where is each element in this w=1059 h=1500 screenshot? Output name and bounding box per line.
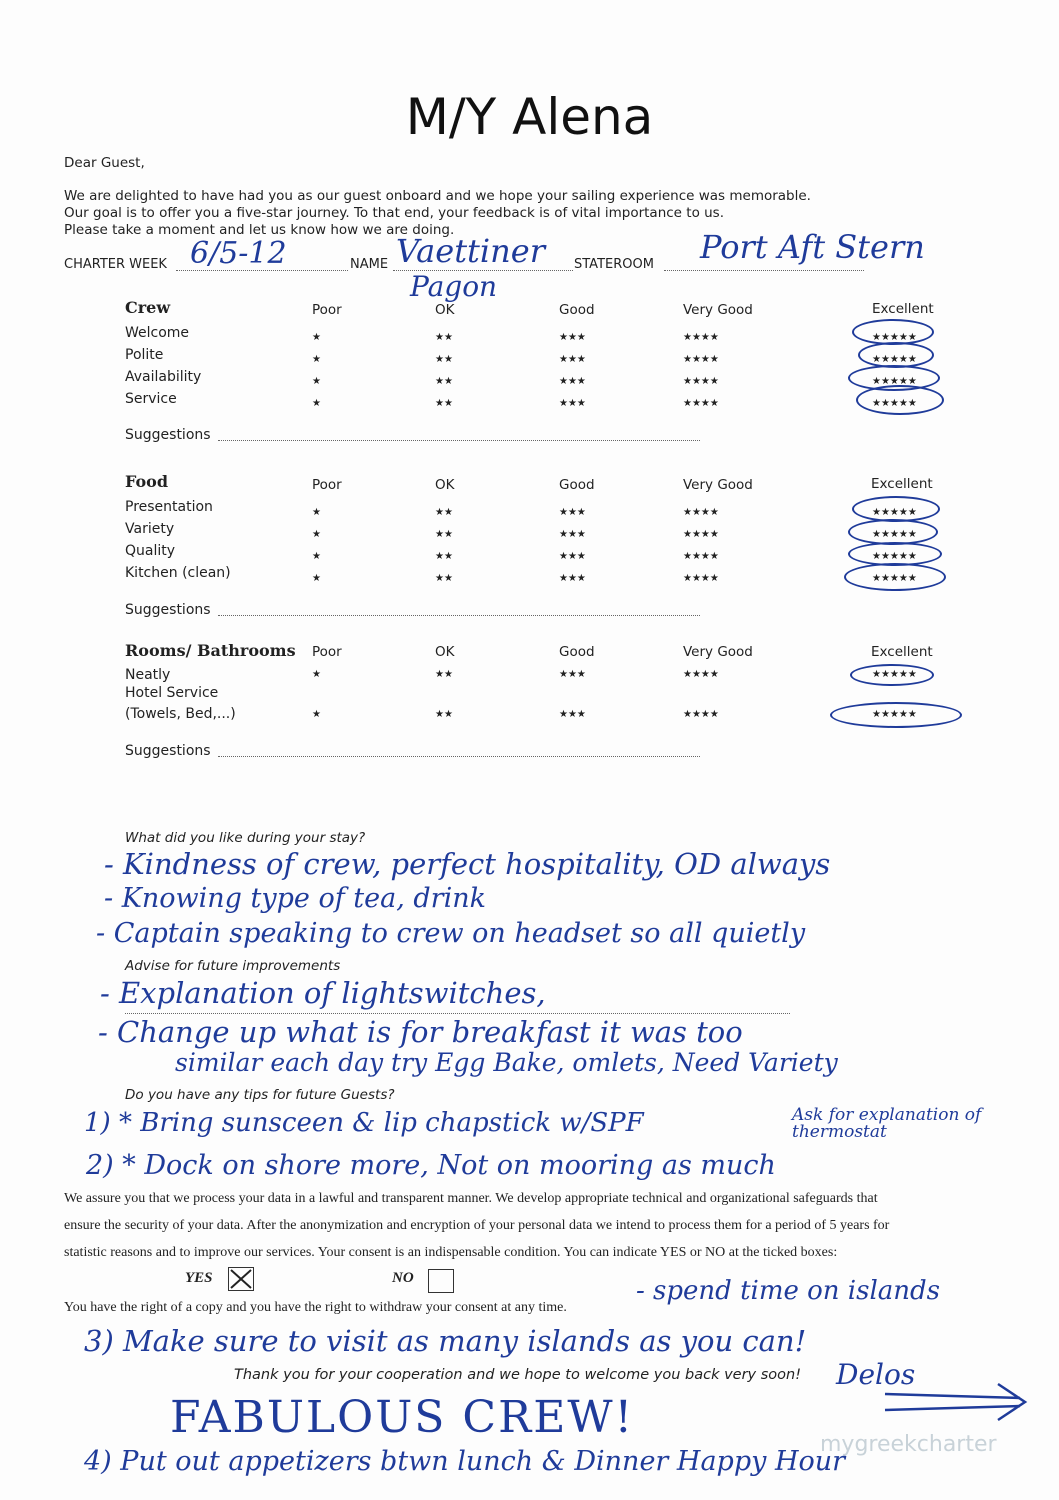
stars-ok-column[interactable]: ★★ ★★ ★★ ★★ xyxy=(435,507,453,584)
suggestions-line[interactable] xyxy=(218,756,700,757)
stars-excellent-column[interactable]: ★★★★★ ★★★★★ ★★★★★ ★★★★★ xyxy=(872,332,917,409)
consent-yes-label: YES xyxy=(185,1270,213,1286)
stars-ok-column[interactable]: ★★ ★★ ★★ ★★ xyxy=(435,332,453,409)
row-label: Hotel Service xyxy=(125,685,219,701)
intro-line-1: We are delighted to have had you as our guest onboard and we hope your sailing experience was memorable. xyxy=(64,188,811,204)
col-very-good: Very Good xyxy=(683,302,753,318)
section-title-rooms: Rooms/ Bathrooms xyxy=(125,641,296,660)
stateroom-value[interactable]: Port Aft Stern xyxy=(700,228,925,266)
question-advise: Advise for future improvements xyxy=(125,958,341,974)
legal-line-2: ensure the security of your data. After the anonymization and encryption of your personal data we intend to process them for a period of 5 years for xyxy=(64,1218,890,1233)
handwriting-liked-2: - Knowing type of tea, drink xyxy=(104,883,486,914)
intro-line-3: Please take a moment and let us know how we are doing. xyxy=(64,222,455,238)
handwriting-advise-1: - Explanation of lightswitches, xyxy=(100,976,546,1010)
question-tips: Do you have any tips for future Guests? xyxy=(125,1087,395,1103)
advise-line xyxy=(125,1013,790,1014)
star-rating[interactable]: ★★★★ xyxy=(683,709,719,720)
section-title-food: Food xyxy=(125,472,169,491)
star-rating[interactable]: ★ xyxy=(312,669,321,680)
col-poor: Poor xyxy=(312,302,342,318)
col-ok: OK xyxy=(435,477,455,493)
col-very-good: Very Good xyxy=(683,477,753,493)
star-rating[interactable]: ★★★★ xyxy=(683,669,719,680)
handwriting-advise-3: similar each day try Egg Bake, omlets, Need Variety xyxy=(175,1048,838,1077)
stars-poor-column[interactable]: ★ ★ ★ ★ xyxy=(312,507,321,584)
col-good: Good xyxy=(559,302,595,318)
consent-no-label: NO xyxy=(392,1270,414,1286)
handwriting-tip-1b: Ask for explanation of thermostat xyxy=(792,1105,982,1142)
suggestions-line[interactable] xyxy=(218,440,700,441)
star-rating[interactable]: ★★★ xyxy=(559,709,586,720)
suggestions-line[interactable] xyxy=(218,615,700,616)
row-label: Presentation xyxy=(125,499,213,515)
row-label: Quality xyxy=(125,543,176,559)
greeting: Dear Guest, xyxy=(64,155,145,171)
name-value-second[interactable]: Pagon xyxy=(410,270,498,303)
handwriting-tip-1: 1) * Bring sunsceen & lip chapstick w/SPF xyxy=(84,1108,644,1138)
col-excellent: Excellent xyxy=(871,644,933,660)
col-poor: Poor xyxy=(312,644,342,660)
rating-circle xyxy=(856,385,944,415)
star-rating[interactable]: ★ xyxy=(312,709,321,720)
question-liked: What did you like during your stay? xyxy=(125,830,366,846)
name-value[interactable]: Vaettiner xyxy=(396,232,545,270)
row-label: Welcome xyxy=(125,325,190,341)
name-label: NAME xyxy=(350,257,389,272)
col-poor: Poor xyxy=(312,477,342,493)
stateroom-line xyxy=(664,270,864,271)
thank-you-text: Thank you for your cooperation and we hope to welcome you back very soon! xyxy=(234,1367,802,1383)
rating-circle xyxy=(830,702,962,728)
row-label: Availability xyxy=(125,369,202,385)
col-ok: OK xyxy=(435,302,455,318)
star-rating[interactable]: ★★ xyxy=(435,669,453,680)
stars-good-column[interactable]: ★★★ ★★★ ★★★ ★★★ xyxy=(559,332,586,409)
consent-no-checkbox[interactable] xyxy=(428,1269,454,1293)
suggestions-label: Suggestions xyxy=(125,602,211,618)
handwriting-tip-2: 2) * Dock on shore more, Not on mooring as much xyxy=(86,1150,776,1181)
watermark-logo: mygreekcharter xyxy=(820,1432,997,1457)
intro-line-2: Our goal is to offer you a five-star journey. To that end, your feedback is of vital importance to us. xyxy=(64,205,725,221)
handwriting-fabulous: FABULOUS CREW! xyxy=(170,1392,635,1443)
handwriting-tip-3: 3) Make sure to visit as many islands as you can! xyxy=(84,1324,807,1358)
row-label: Polite xyxy=(125,347,164,363)
check-x-icon xyxy=(229,1268,253,1290)
star-rating[interactable]: ★★★ xyxy=(559,669,586,680)
col-excellent: Excellent xyxy=(872,301,934,317)
rating-circle xyxy=(844,563,946,591)
row-label: Kitchen (clean) xyxy=(125,565,231,581)
col-good: Good xyxy=(559,477,595,493)
legal-line-3: statistic reasons and to improve our services. Your consent is an indispensable condition. You can indicate YES or NO at the ticked boxes: xyxy=(64,1245,838,1260)
stateroom-label: STATEROOM xyxy=(574,257,654,272)
handwriting-liked-1: - Kindness of crew, perfect hospitality, OD always xyxy=(104,847,831,881)
stars-good-column[interactable]: ★★★ ★★★ ★★★ ★★★ xyxy=(559,507,586,584)
handwriting-spend: - spend time on islands xyxy=(636,1276,941,1306)
handwriting-tip-4: 4) Put out appetizers btwn lunch & Dinner Happy Hour xyxy=(84,1446,846,1477)
row-label: Neatly xyxy=(125,667,171,683)
rights-text: You have the right of a copy and you have the right to withdraw your consent at any time. xyxy=(64,1300,567,1315)
star-rating[interactable]: ★★★★★ xyxy=(872,669,917,680)
star-rating[interactable]: ★★ xyxy=(435,709,453,720)
suggestions-label: Suggestions xyxy=(125,743,211,759)
row-label: (Towels, Bed,...) xyxy=(125,706,236,722)
consent-yes-checkbox[interactable] xyxy=(228,1267,254,1291)
col-ok: OK xyxy=(435,644,455,660)
col-very-good: Very Good xyxy=(683,644,753,660)
page-title: M/Y Alena xyxy=(405,88,654,146)
stars-very-good-column[interactable]: ★★★★ ★★★★ ★★★★ ★★★★ xyxy=(683,507,719,584)
charter-week-value[interactable]: 6/5-12 xyxy=(190,236,287,271)
stars-poor-column[interactable]: ★ ★ ★ ★ xyxy=(312,332,321,409)
suggestions-label: Suggestions xyxy=(125,427,211,443)
rating-circle xyxy=(850,664,934,686)
handwriting-delos: Delos xyxy=(836,1358,916,1391)
row-label: Variety xyxy=(125,521,175,537)
star-rating[interactable]: ★★★★★ xyxy=(872,709,917,720)
col-excellent: Excellent xyxy=(871,476,933,492)
charter-week-label: CHARTER WEEK xyxy=(64,257,167,272)
col-good: Good xyxy=(559,644,595,660)
arrow-right-icon xyxy=(880,1380,1030,1424)
section-title-crew: Crew xyxy=(125,298,171,317)
legal-line-1: We assure you that we process your data in a lawful and transparent manner. We develop appropriate technical and organizational safeguards that xyxy=(64,1191,878,1206)
stars-excellent-column[interactable]: ★★★★★ ★★★★★ ★★★★★ ★★★★★ xyxy=(872,507,917,584)
row-label: Service xyxy=(125,391,177,407)
handwriting-advise-2: - Change up what is for breakfast it was too xyxy=(98,1015,743,1049)
stars-very-good-column[interactable]: ★★★★ ★★★★ ★★★★ ★★★★ xyxy=(683,332,719,409)
handwriting-liked-3: - Captain speaking to crew on headset so all quietly xyxy=(96,918,806,949)
